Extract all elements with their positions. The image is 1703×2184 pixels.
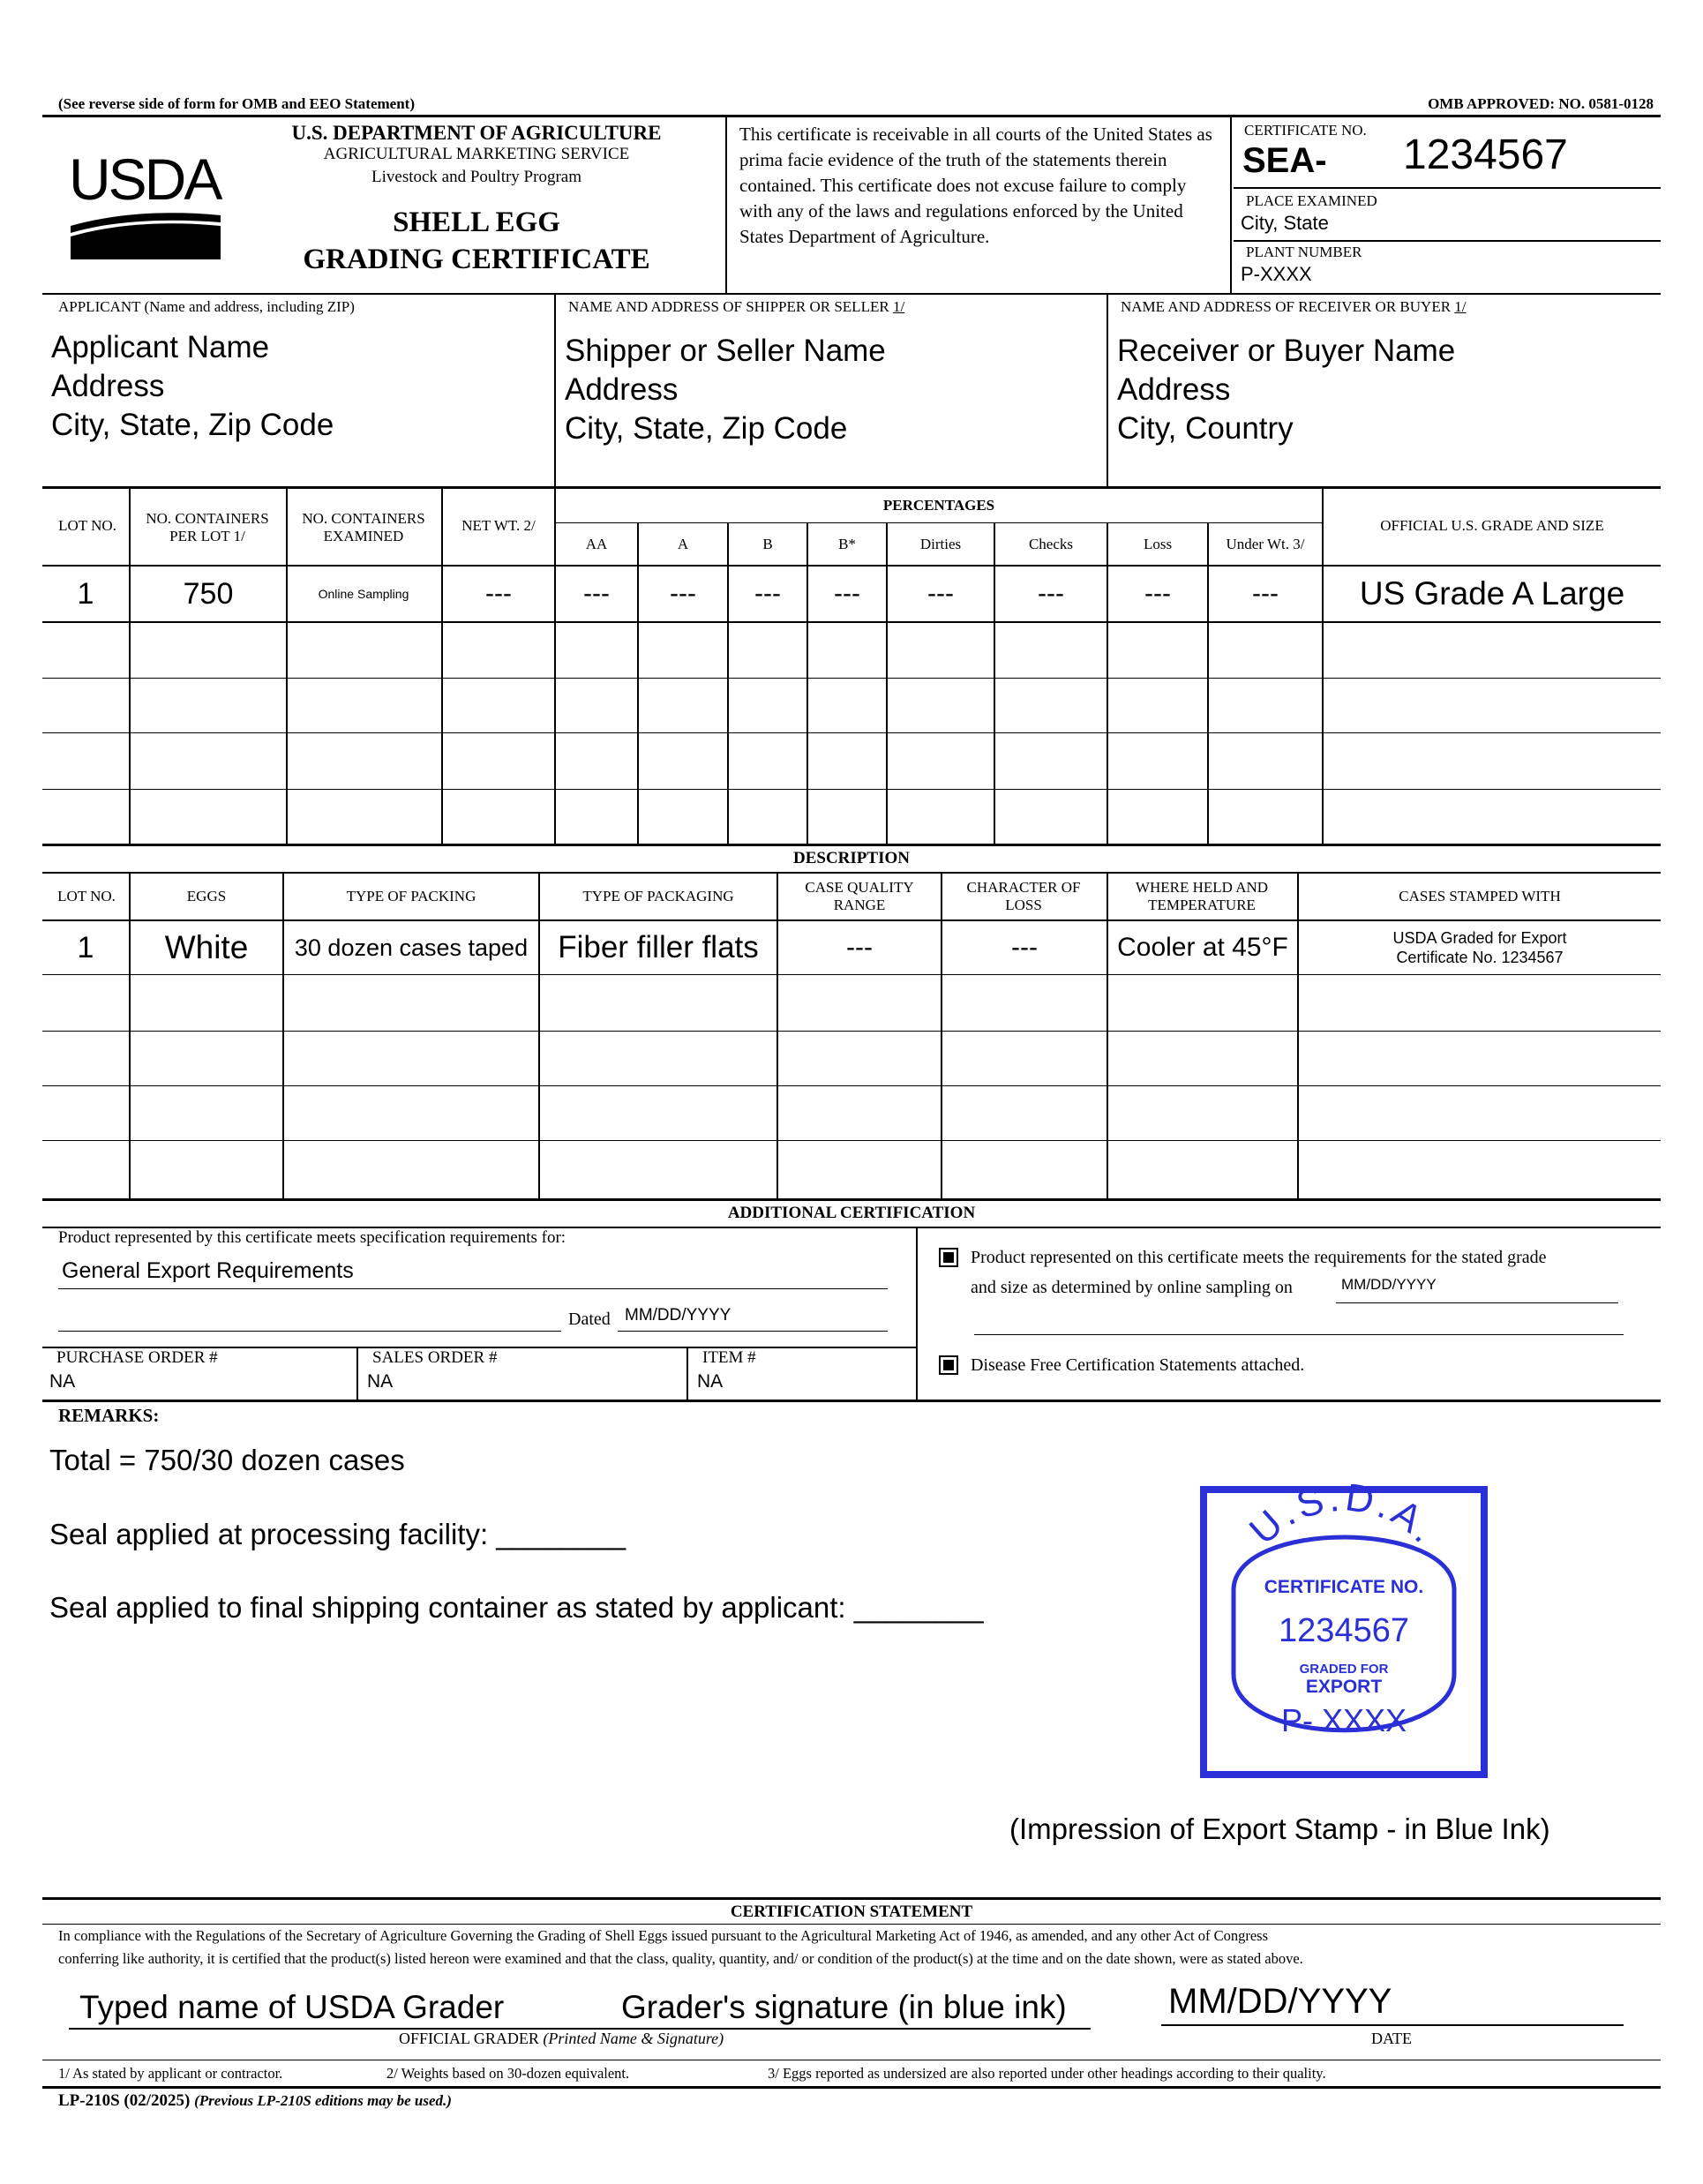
col-containers-examined: NO. CONTAINERS EXAMINED bbox=[302, 510, 425, 544]
item-label: ITEM # bbox=[702, 1348, 756, 1367]
divider bbox=[129, 489, 131, 845]
stamp-arc-path: U.S.D.A. bbox=[1241, 1484, 1449, 1554]
row1-loss[interactable]: --- bbox=[1144, 579, 1171, 608]
usda-logo bbox=[69, 146, 223, 265]
form-id-text: LP-210S (02/2025) bbox=[58, 2091, 191, 2110]
col-aa: AA bbox=[585, 536, 608, 552]
online-sampling-date-underline bbox=[1336, 1302, 1618, 1303]
program-name: Livestock and Poultry Program bbox=[371, 168, 581, 186]
col-net-weight: NET WT. 2/ bbox=[461, 517, 536, 534]
spec-label: Product represented by this certificate meets specification requirements for: bbox=[58, 1228, 566, 1247]
desc-row1-quality-range[interactable]: --- bbox=[846, 933, 873, 962]
date-label: DATE bbox=[1371, 2030, 1412, 2047]
usda-logo-text: USDA bbox=[69, 146, 221, 212]
service-name: AGRICULTURAL MARKETING SERVICE bbox=[323, 145, 630, 163]
desc-row1-lot[interactable]: 1 bbox=[77, 930, 94, 964]
omb-approval: OMB APPROVED: NO. 0581-0128 bbox=[1428, 95, 1654, 112]
stamp-export: EXPORT bbox=[1305, 1677, 1383, 1697]
dated-label: Dated bbox=[568, 1310, 611, 1329]
divider bbox=[1297, 872, 1299, 1200]
sales-order-label: SALES ORDER # bbox=[372, 1348, 498, 1367]
divider bbox=[42, 789, 1661, 790]
desc-col-character-of-loss: CHARACTER OF LOSS bbox=[966, 879, 1081, 913]
online-sampling-text-1: Product represented on this certificate meets the requirements for the stated grade bbox=[971, 1248, 1547, 1267]
footnote-3: 3/ Eggs reported as undersized are also reported under other headings according to their quality. bbox=[768, 2065, 1326, 2082]
certification-text-1: In compliance with the Regulations of the Secretary of Agriculture Governing the Grading of Shell Eggs issued pursuant to the Agricultural Marketing Act of 1946, as amended, and any other Act of Congress bbox=[58, 1927, 1269, 1944]
item-value[interactable]: NA bbox=[697, 1371, 724, 1392]
col-under-weight: Under Wt. 3/ bbox=[1226, 536, 1305, 552]
stamp-cert-number: 1234567 bbox=[1279, 1612, 1409, 1649]
col-lot-no: LOT NO. bbox=[58, 517, 116, 534]
remarks-line-1[interactable]: Total = 750/30 dozen cases bbox=[49, 1444, 405, 1476]
desc-col-eggs: EGGS bbox=[186, 888, 227, 904]
percentages-header: PERCENTAGES bbox=[882, 497, 995, 514]
col-b-star: B* bbox=[838, 536, 856, 552]
receiver-name: Receiver or Buyer Name bbox=[1117, 334, 1456, 368]
purchase-order-value[interactable]: NA bbox=[49, 1371, 76, 1392]
desc-row1-where-held[interactable]: Cooler at 45°F bbox=[1117, 933, 1288, 962]
official-grader-label-italic: (Printed Name & Signature) bbox=[543, 2030, 724, 2047]
spec-underline bbox=[58, 1288, 888, 1289]
remarks-line-3[interactable]: Seal applied to final shipping container as stated by applicant: ________ bbox=[49, 1591, 984, 1624]
certificate-number[interactable]: 1234567 bbox=[1403, 131, 1568, 178]
stamp-arc-text bbox=[1242, 1484, 1448, 1553]
legal-statement: This certificate is receivable in all courts of the United States as prima facie evidence of the truth of the statements therein contained. This certificate does not excuse failure to comply with any of the laws and regulations enforced by the United States Department of Agriculture. bbox=[739, 124, 1212, 247]
row1-official-grade[interactable]: US Grade A Large bbox=[1359, 575, 1625, 612]
stamp-cert-label: CERTIFICATE NO. bbox=[1264, 1577, 1424, 1597]
additional-cert-title: ADDITIONAL CERTIFICATION bbox=[727, 1204, 976, 1222]
shipper-footnote-ref: 1/ bbox=[892, 298, 905, 315]
certification-text-2: conferring like authority, it is certified that the product(s) listed hereon were examined and that the class, quality, quantity, and/ or condition of the product(s) at the time and on the date shown, were as stated above. bbox=[58, 1950, 1303, 1967]
desc-row1-packaging[interactable]: Fiber filler flats bbox=[558, 930, 759, 964]
divider bbox=[441, 489, 443, 845]
row1-dirties[interactable]: --- bbox=[927, 579, 954, 608]
divider bbox=[42, 2086, 1661, 2089]
desc-col-where-held: WHERE HELD AND TEMPERATURE bbox=[1135, 879, 1269, 913]
row1-a[interactable]: --- bbox=[670, 579, 696, 608]
receiver-address: Address bbox=[1117, 372, 1231, 407]
shipper-label bbox=[568, 298, 904, 316]
form-title-line1: SHELL EGG bbox=[393, 206, 560, 238]
spec-value[interactable]: General Export Requirements bbox=[62, 1258, 354, 1283]
divider bbox=[1107, 295, 1108, 487]
divider bbox=[686, 1347, 688, 1400]
spec-underline-2 bbox=[58, 1331, 561, 1332]
receiver-label-text: NAME AND ADDRESS OF RECEIVER OR BUYER bbox=[1121, 298, 1452, 315]
divider bbox=[42, 974, 1661, 975]
divider bbox=[42, 621, 1661, 623]
certificate-prefix: SEA- bbox=[1242, 141, 1327, 180]
dated-underline bbox=[618, 1331, 888, 1332]
footnote-2: 2/ Weights based on 30-dozen equivalent. bbox=[386, 2065, 630, 2082]
applicant-label: APPLICANT (Name and address, including ZIP) bbox=[58, 298, 355, 315]
applicant-block[interactable] bbox=[51, 328, 334, 445]
footnote-1: 1/ As stated by applicant or contractor. bbox=[58, 2065, 283, 2082]
disease-free-text: Disease Free Certification Statements attached. bbox=[971, 1355, 1305, 1375]
applicant-city: City, State, Zip Code bbox=[51, 408, 334, 442]
grader-name[interactable]: Typed name of USDA Grader bbox=[79, 1989, 505, 2025]
applicant-address: Address bbox=[51, 369, 165, 403]
receiver-block[interactable] bbox=[1117, 332, 1455, 448]
online-sampling-text-2: and size as determined by online sampling on bbox=[971, 1278, 1293, 1297]
divider bbox=[42, 1400, 1661, 1402]
form-id-note: (Previous LP-210S editions may be used.) bbox=[194, 2092, 452, 2109]
col-checks: Checks bbox=[1028, 536, 1074, 552]
official-grader-label bbox=[399, 2030, 724, 2048]
divider bbox=[356, 1347, 358, 1400]
row1-checks[interactable]: --- bbox=[1038, 579, 1064, 608]
divider bbox=[42, 1140, 1661, 1141]
stamped-line-2: Certificate No. 1234567 bbox=[1396, 949, 1564, 966]
divider bbox=[42, 1924, 1661, 1925]
divider bbox=[725, 116, 727, 293]
divider bbox=[1234, 240, 1661, 242]
certificate-no-label: CERTIFICATE NO. bbox=[1244, 122, 1367, 139]
shipper-name: Shipper or Seller Name bbox=[565, 334, 886, 368]
shipper-block[interactable] bbox=[565, 332, 886, 448]
desc-col-packing: TYPE OF PACKING bbox=[346, 888, 476, 904]
row1-lot[interactable]: 1 bbox=[77, 576, 94, 611]
header-bottom-border bbox=[42, 293, 1661, 295]
desc-col-lot-no: LOT NO. bbox=[57, 888, 116, 904]
divider bbox=[1234, 187, 1661, 189]
place-examined-label: PLACE EXAMINED bbox=[1246, 192, 1377, 209]
header-top-border bbox=[42, 115, 1661, 117]
desc-row1-character-of-loss[interactable]: --- bbox=[1011, 933, 1038, 962]
divider bbox=[42, 565, 1661, 567]
desc-row1-cases-stamped[interactable] bbox=[1299, 928, 1661, 967]
row1-b-star[interactable]: --- bbox=[834, 579, 860, 608]
divider bbox=[42, 1085, 1661, 1086]
divider bbox=[42, 732, 1661, 733]
date-underline bbox=[1161, 2024, 1624, 2026]
certification-date[interactable]: MM/DD/YYYY bbox=[1168, 1982, 1392, 2021]
col-containers-per-lot: NO. CONTAINERS PER LOT 1/ bbox=[146, 510, 269, 544]
desc-col-cases-stamped: CASES STAMPED WITH bbox=[1399, 888, 1561, 904]
grader-signature[interactable]: Grader's signature (in blue ink) bbox=[621, 1989, 1067, 2025]
divider bbox=[42, 1031, 1661, 1032]
stamp-caption: (Impression of Export Stamp - in Blue Ink) bbox=[1009, 1812, 1550, 1845]
description-title: DESCRIPTION bbox=[793, 849, 910, 867]
receiver-city: City, Country bbox=[1117, 411, 1294, 446]
certification-title: CERTIFICATION STATEMENT bbox=[730, 1903, 973, 1921]
shipper-city: City, State, Zip Code bbox=[565, 411, 848, 446]
official-grader-label-text: OFFICIAL GRADER bbox=[399, 2030, 539, 2047]
row1-containers[interactable]: 750 bbox=[183, 576, 234, 611]
divider bbox=[554, 295, 556, 487]
plant-number-label: PLANT NUMBER bbox=[1246, 244, 1362, 260]
divider bbox=[916, 1227, 918, 1400]
shipper-label-text: NAME AND ADDRESS OF SHIPPER OR SELLER bbox=[568, 298, 889, 315]
divider bbox=[554, 522, 1322, 523]
form-title-line2: GRADING CERTIFICATE bbox=[303, 244, 650, 275]
remarks-label: REMARKS: bbox=[58, 1405, 160, 1426]
online-sampling-date[interactable]: MM/DD/YYYY bbox=[1341, 1276, 1437, 1293]
col-a: A bbox=[677, 536, 689, 552]
form-id bbox=[58, 2091, 452, 2111]
export-stamp-graphic bbox=[1198, 1484, 1489, 1780]
disease-free-checkbox[interactable] bbox=[939, 1355, 958, 1375]
purchase-order-label: PURCHASE ORDER # bbox=[56, 1348, 218, 1367]
stamp-graded-for: GRADED FOR bbox=[1299, 1662, 1389, 1677]
department-name: U.S. DEPARTMENT OF AGRICULTURE bbox=[291, 122, 662, 144]
usda-logo-swoosh bbox=[69, 206, 223, 259]
divider bbox=[42, 1897, 1661, 1900]
col-dirties: Dirties bbox=[919, 536, 962, 552]
row1-aa[interactable]: --- bbox=[583, 579, 610, 608]
desc-col-packaging: TYPE OF PACKAGING bbox=[582, 888, 734, 904]
row1-net-weight[interactable]: --- bbox=[485, 579, 512, 608]
sales-order-value[interactable]: NA bbox=[367, 1371, 394, 1392]
row1-b[interactable]: --- bbox=[754, 579, 781, 608]
dated-value[interactable]: MM/DD/YYYY bbox=[625, 1306, 731, 1325]
export-stamp bbox=[1198, 1484, 1489, 1780]
col-official-grade: OFFICIAL U.S. GRADE AND SIZE bbox=[1380, 517, 1604, 534]
row1-under-weight[interactable]: --- bbox=[1252, 579, 1279, 608]
desc-col-quality-range: CASE QUALITY RANGE bbox=[805, 879, 914, 913]
applicant-name: Applicant Name bbox=[51, 330, 270, 364]
col-b: B bbox=[762, 536, 773, 552]
shipper-address: Address bbox=[565, 372, 679, 407]
receiver-footnote-ref: 1/ bbox=[1454, 298, 1467, 315]
col-loss: Loss bbox=[1143, 536, 1173, 552]
reverse-side-note: (See reverse side of form for OMB and EEO Statement) bbox=[58, 95, 415, 112]
remarks-line-2[interactable]: Seal applied at processing facility: ________ bbox=[49, 1518, 626, 1550]
place-examined-value[interactable]: City, State bbox=[1241, 212, 1329, 234]
plant-number-value[interactable]: P-XXXX bbox=[1241, 263, 1312, 285]
stamped-line-1: USDA Graded for Export bbox=[1392, 929, 1567, 947]
desc-row1-eggs[interactable]: White bbox=[164, 929, 249, 965]
row1-examined[interactable]: Online Sampling bbox=[318, 586, 409, 601]
divider bbox=[286, 489, 288, 845]
divider bbox=[42, 678, 1661, 679]
receiver-label bbox=[1121, 298, 1467, 316]
online-sampling-underline-2 bbox=[974, 1334, 1624, 1335]
stamp-plant: P- XXXX bbox=[1280, 1702, 1407, 1738]
divider bbox=[1230, 116, 1232, 293]
desc-row1-packing[interactable]: 30 dozen cases taped bbox=[294, 934, 529, 961]
online-sampling-checkbox[interactable] bbox=[939, 1248, 958, 1267]
